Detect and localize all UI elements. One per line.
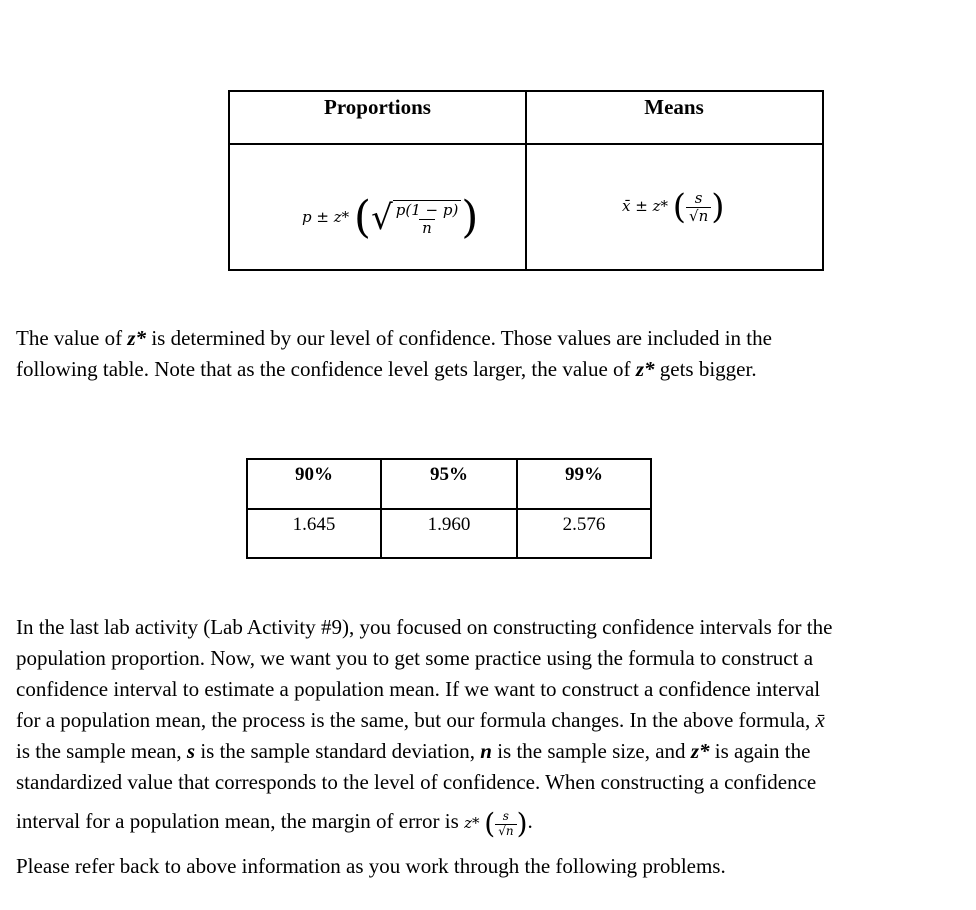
body-line [16,705,832,736]
body-line: confidence interval to estimate a population mean. If we want to construct a confidence interval [16,677,821,701]
body-line [16,806,832,839]
intro-text: following table. Note that as the confidence level gets larger, the value of [16,357,636,381]
proportion-numerator: p(1 − p) [395,201,459,219]
body-text: interval for a population mean, the margin of error is [16,809,465,833]
formula-denominator: √n [495,824,516,838]
z-star: z* [635,357,655,381]
mean-formula: x̄ ± z* ( $\frac{s}{√n}$ ) [622,187,725,227]
confidence-95-header: 95% [430,464,468,485]
intro-paragraph [16,323,772,385]
formula-numerator: s [502,809,509,824]
body-paragraph [16,612,832,882]
z-star: z* [464,814,480,832]
n-symbol: n [480,739,492,763]
x-bar-symbol: x̄ [815,708,825,732]
body-line: In the last lab activity (Lab Activity #9), you focused on constructing confidence intervals for the [16,615,833,639]
z-star: z* [690,739,710,763]
z-value-table [246,458,652,559]
z-value-99: 2.576 [562,514,606,535]
table-divider [248,508,650,510]
z-star: z* [127,326,147,350]
proportion-denominator: n [419,219,435,237]
body-text: is again the [709,739,811,763]
margin-of-error-formula: z* ( $\frac{s}{√n}$ ) [464,807,528,840]
intro-text: gets bigger. [654,357,757,381]
body-line: Please refer back to above information as you work through the following problems. [16,854,726,878]
s-symbol: s [186,739,196,763]
mean-prefix: x̄ ± z* [622,197,668,215]
z-value-90: 1.645 [292,514,336,535]
header-proportions: Proportions [324,95,431,119]
formula-table [228,90,824,271]
body-text: is the sample mean, [16,739,187,763]
mean-denominator: √n [686,207,711,225]
table-divider [230,143,822,145]
confidence-99-header: 99% [565,464,603,485]
mean-numerator: s [694,189,703,207]
header-means: Means [644,95,704,119]
proportion-prefix: p ± z* [302,208,350,226]
body-line: standardized value that corresponds to the level of confidence. When constructing a confidence [16,770,817,794]
body-text: is the sample size, and [491,739,691,763]
z-value-95: 1.960 [427,514,471,535]
intro-text: is determined by our level of confidence. Those values are included in the [146,326,772,350]
body-line [16,736,832,767]
body-text: . [527,809,533,833]
confidence-90-header: 90% [295,464,333,485]
body-text: for a population mean, the process is the same, but our formula changes. In the above formula, [16,708,816,732]
intro-text: The value of [16,326,128,350]
body-line: population proportion. Now, we want you to get some practice using the formula to construct a [16,646,814,670]
body-text: is the sample standard deviation, [195,739,481,763]
proportion-formula: p ± z* (√ $\frac{p(1 - p)}{n}$ ) [302,192,479,243]
